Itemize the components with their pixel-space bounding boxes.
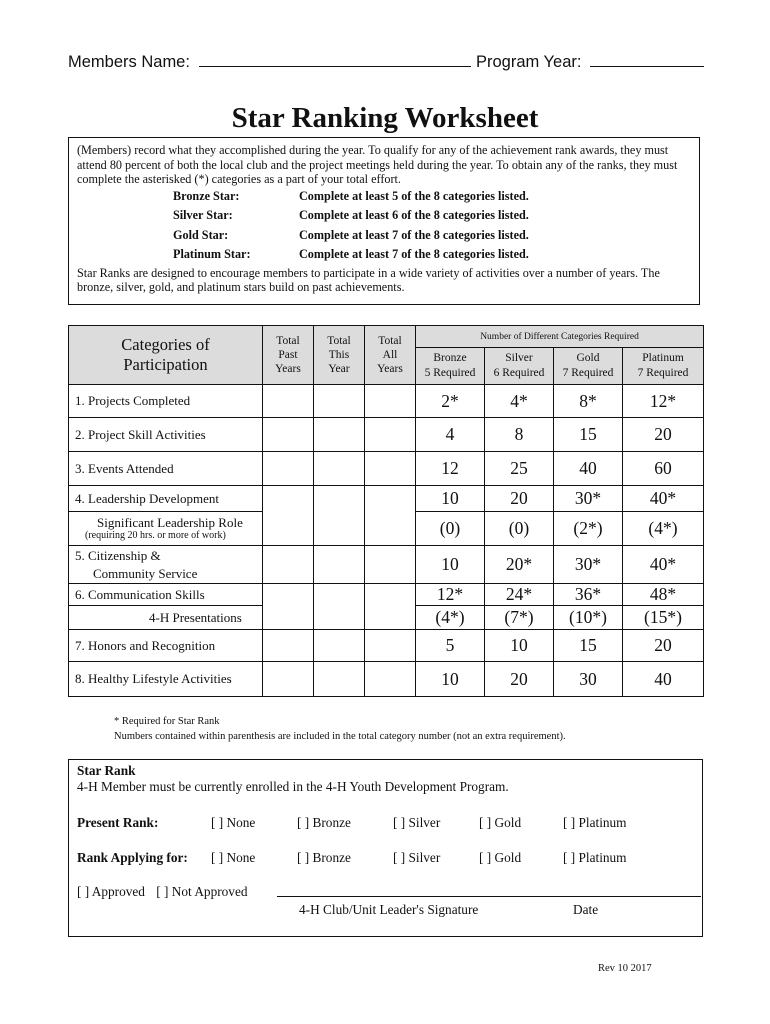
rank-rule-name: Platinum Star: xyxy=(173,247,251,261)
members-name-label: Members Name: xyxy=(68,53,190,71)
applying-bronze-checkbox[interactable]: [ ] Bronze xyxy=(297,850,351,865)
present-platinum-checkbox[interactable]: [ ] Platinum xyxy=(563,815,627,830)
not-approved-checkbox[interactable]: [ ] Not Approved xyxy=(156,884,248,899)
total-all-cell[interactable] xyxy=(365,662,416,697)
total-all-years-header: Total All Years xyxy=(365,326,416,385)
total-past-years-header: Total Past Years xyxy=(263,326,314,385)
intro-closing: Star Ranks are designed to encourage members to participate in a wide variety of activities over a number of years. The bronze, silver, gold, and platinum stars build on past achievements. xyxy=(77,265,660,294)
gold-value: 40 xyxy=(554,452,623,486)
gold-value: 30 xyxy=(554,662,623,697)
applying-gold-checkbox[interactable]: [ ] Gold xyxy=(479,850,522,865)
categories-header: Categories of Participation xyxy=(69,326,263,385)
present-bronze-checkbox[interactable]: [ ] Bronze xyxy=(297,815,351,830)
rank-rule-desc: Complete at least 7 of the 8 categories listed. xyxy=(299,247,529,261)
platinum-value: 40* xyxy=(623,546,704,584)
star-name: Gold xyxy=(576,352,600,364)
total-this-cell[interactable] xyxy=(314,662,365,697)
footnote-parenthesis: Numbers contained within parenthesis are included in the total category number (not an extra requirement). xyxy=(114,731,566,742)
signature-line[interactable] xyxy=(277,896,701,897)
total-this-cell[interactable] xyxy=(314,418,365,452)
silver-value: 25 xyxy=(485,452,554,486)
platinum-value: (15*) xyxy=(623,606,704,630)
table-row xyxy=(69,418,704,452)
star-rank-box xyxy=(68,759,703,937)
gold-value: 15 xyxy=(554,418,623,452)
signature-label: 4-H Club/Unit Leader's Signature xyxy=(299,902,479,917)
platinum-value: 40 xyxy=(623,662,704,697)
footnotes xyxy=(114,714,566,744)
star-name: Bronze xyxy=(433,352,467,364)
silver-value: 24* xyxy=(485,584,554,606)
table-row xyxy=(69,385,704,418)
platinum-value: (4*) xyxy=(623,512,704,546)
program-year-label: Program Year: xyxy=(476,53,582,71)
members-name-row xyxy=(68,52,471,72)
program-year-row xyxy=(476,52,704,72)
star-required: 7 Required xyxy=(637,367,689,379)
category-label: 7. Honors and Recognition xyxy=(69,630,263,662)
category-label-line2: Community Service xyxy=(93,565,198,581)
total-past-cell[interactable] xyxy=(263,630,314,662)
bronze-value: (0) xyxy=(416,512,485,546)
applying-platinum-checkbox[interactable]: [ ] Platinum xyxy=(563,850,627,865)
present-silver-checkbox[interactable]: [ ] Silver xyxy=(393,815,441,830)
total-past-cell[interactable] xyxy=(263,584,314,630)
category-label xyxy=(69,606,263,630)
rank-rule-desc: Complete at least 6 of the 8 categories listed. xyxy=(299,208,529,222)
star-name: Platinum xyxy=(642,352,684,364)
bronze-value: 12 xyxy=(416,452,485,486)
silver-value: (0) xyxy=(485,512,554,546)
total-this-cell[interactable] xyxy=(314,452,365,486)
category-label: 6. Communication Skills xyxy=(69,584,263,606)
total-past-cell[interactable] xyxy=(263,662,314,697)
category-label: 2. Project Skill Activities xyxy=(69,418,263,452)
total-this-cell[interactable] xyxy=(314,584,365,630)
silver-value: 20* xyxy=(485,546,554,584)
subcategory-label: Significant Leadership Role xyxy=(97,514,243,530)
bronze-value: 10 xyxy=(416,662,485,697)
platinum-value: 20 xyxy=(623,630,704,662)
rank-rule-desc: Complete at least 5 of the 8 categories listed. xyxy=(299,188,529,203)
rank-rule-platinum xyxy=(77,247,691,262)
total-all-cell[interactable] xyxy=(365,385,416,418)
bronze-value: 4 xyxy=(416,418,485,452)
category-label: 3. Events Attended xyxy=(69,452,263,486)
table-row xyxy=(69,452,704,486)
present-none-checkbox[interactable]: [ ] None xyxy=(211,815,256,830)
page-title: Star Ranking Worksheet xyxy=(231,102,539,134)
platinum-value: 48* xyxy=(623,584,704,606)
rank-rule-bronze xyxy=(77,189,691,204)
table-row xyxy=(69,662,704,697)
gold-value: 30* xyxy=(554,486,623,512)
gold-header xyxy=(554,348,623,385)
present-rank-row xyxy=(77,815,677,831)
total-all-cell[interactable] xyxy=(365,486,416,546)
star-required: 5 Required xyxy=(424,367,476,379)
date-label: Date xyxy=(573,902,599,917)
applying-none-checkbox[interactable]: [ ] None xyxy=(211,850,256,865)
category-label xyxy=(69,512,263,546)
silver-value: 8 xyxy=(485,418,554,452)
total-all-cell[interactable] xyxy=(365,584,416,630)
total-this-cell[interactable] xyxy=(314,546,365,584)
bronze-value: 12* xyxy=(416,584,485,606)
rank-rule-name: Bronze Star: xyxy=(173,188,240,203)
total-this-cell[interactable] xyxy=(314,630,365,662)
gold-value: 8* xyxy=(554,385,623,418)
star-required: 7 Required xyxy=(562,367,614,379)
total-all-cell[interactable] xyxy=(365,418,416,452)
approval-row xyxy=(77,884,248,900)
silver-value: 10 xyxy=(485,630,554,662)
category-label: 1. Projects Completed xyxy=(69,385,263,418)
total-this-cell[interactable] xyxy=(314,486,365,546)
program-year-field[interactable] xyxy=(590,52,704,67)
rank-rule-desc: Complete at least 7 of the 8 categories listed. xyxy=(299,227,529,242)
bronze-value: 5 xyxy=(416,630,485,662)
table-row xyxy=(69,584,704,606)
rank-rule-name: Silver Star: xyxy=(173,208,233,222)
intro-text: (Members) record what they accomplished during the year. To qualify for any of the achievement rank awards, they must attend 80 percent of both the local club and the project meetings held during the year. To obtain any of the ranks, they must complete the asterisked (*) categories as a part of your total effort. xyxy=(77,143,678,186)
silver-header xyxy=(485,348,554,385)
platinum-header xyxy=(623,348,704,385)
total-all-cell[interactable] xyxy=(365,630,416,662)
total-past-cell[interactable] xyxy=(263,452,314,486)
platinum-value: 60 xyxy=(623,452,704,486)
star-rank-heading: Star Rank xyxy=(77,763,136,778)
total-past-cell[interactable] xyxy=(263,385,314,418)
category-label: 8. Healthy Lifestyle Activities xyxy=(69,662,263,697)
table-row xyxy=(69,486,704,512)
category-label: 4. Leadership Development xyxy=(69,486,263,512)
star-required: 6 Required xyxy=(493,367,545,379)
rank-rule-silver xyxy=(77,208,691,223)
category-label-line1: 5. Citizenship & xyxy=(75,547,161,563)
total-all-cell[interactable] xyxy=(365,546,416,584)
categories-required-header: Number of Different Categories Required xyxy=(416,326,704,348)
silver-value: 4* xyxy=(485,385,554,418)
intro-box xyxy=(68,137,700,305)
star-name: Silver xyxy=(505,352,533,364)
subcategory-label: 4-H Presentations xyxy=(149,609,242,625)
silver-value: 20 xyxy=(485,662,554,697)
revision-label: Rev 10 2017 xyxy=(598,963,652,974)
gold-value: (2*) xyxy=(554,512,623,546)
bronze-header xyxy=(416,348,485,385)
table-row xyxy=(69,546,704,584)
total-past-cell[interactable] xyxy=(263,546,314,584)
subcategory-note: (requiring 20 hrs. or more of work) xyxy=(85,529,226,541)
silver-value: 20 xyxy=(485,486,554,512)
total-this-cell[interactable] xyxy=(314,385,365,418)
bronze-value: 10 xyxy=(416,546,485,584)
rank-rule-gold xyxy=(77,228,691,243)
platinum-value: 12* xyxy=(623,385,704,418)
platinum-value: 20 xyxy=(623,418,704,452)
total-past-cell[interactable] xyxy=(263,486,314,546)
total-this-year-header: Total This Year xyxy=(314,326,365,385)
members-name-field[interactable] xyxy=(199,52,471,67)
total-past-cell[interactable] xyxy=(263,418,314,452)
categories-table xyxy=(68,325,704,697)
table-row xyxy=(69,630,704,662)
gold-value: 15 xyxy=(554,630,623,662)
applying-silver-checkbox[interactable]: [ ] Silver xyxy=(393,850,441,865)
approved-checkbox[interactable]: [ ] Approved xyxy=(77,884,145,899)
enrollment-requirement: 4-H Member must be currently enrolled in the 4-H Youth Development Program. xyxy=(77,779,509,794)
bronze-value: 2* xyxy=(416,385,485,418)
gold-value: 36* xyxy=(554,584,623,606)
silver-value: (7*) xyxy=(485,606,554,630)
category-label xyxy=(69,546,263,584)
footnote-required: * Required for Star Rank xyxy=(114,716,220,727)
total-all-cell[interactable] xyxy=(365,452,416,486)
bronze-value: (4*) xyxy=(416,606,485,630)
gold-value: 30* xyxy=(554,546,623,584)
platinum-value: 40* xyxy=(623,486,704,512)
present-rank-label: Present Rank: xyxy=(77,815,159,830)
rank-rule-name: Gold Star: xyxy=(173,227,229,242)
bronze-value: 10 xyxy=(416,486,485,512)
gold-value: (10*) xyxy=(554,606,623,630)
rank-applying-label: Rank Applying for: xyxy=(77,850,188,865)
present-gold-checkbox[interactable]: [ ] Gold xyxy=(479,815,522,830)
rank-applying-row xyxy=(77,850,677,866)
